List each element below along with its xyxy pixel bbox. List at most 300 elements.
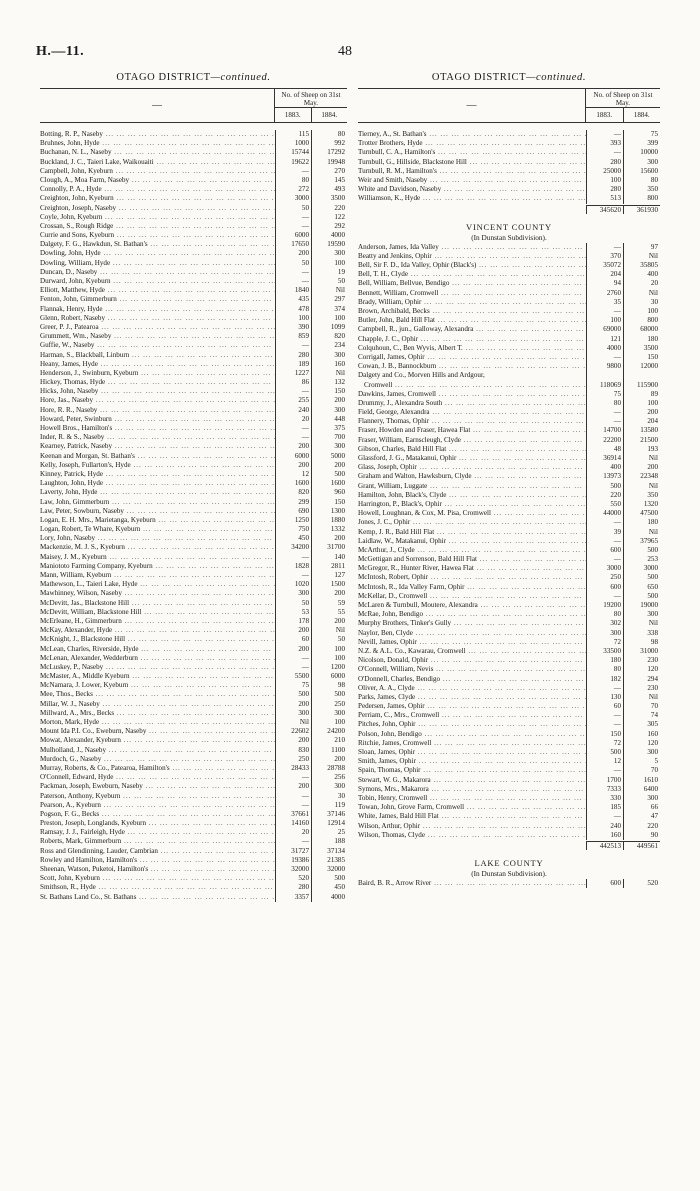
sheep-1883: 75 (275, 681, 311, 690)
owner-name: Keenan and Morgan, St. Bathan's ... . (40, 452, 275, 461)
table-row (40, 690, 347, 699)
table-row (40, 148, 347, 157)
owner-name: Sheenan, Watson, Puketoi, Hamilton's ... . (40, 865, 275, 874)
owner-name: McRae, John, Bendigo ... . (358, 610, 586, 619)
sheep-1883: 185 (586, 803, 623, 812)
sheep-1883: 302 (586, 619, 623, 628)
owner-name: Mowat, Alexander, Kyeburn ... . (40, 736, 275, 745)
sheep-1883: 94 (586, 279, 623, 288)
sheep-1883: 14160 (275, 819, 311, 828)
table-row (40, 543, 347, 552)
owner-name: McKellar, D., Cromwell ... . (358, 592, 586, 601)
sheep-1884: 100 (311, 259, 347, 268)
sheep-1883: 4000 (586, 344, 623, 353)
owner-name: Creighton, John, Kyeburn ... . (40, 194, 275, 203)
table-row (358, 757, 660, 766)
owner-name: O'Connell, William, Nevis ... . (358, 665, 586, 674)
table-row (40, 828, 347, 837)
table-header (358, 88, 660, 123)
table-row (358, 656, 660, 665)
owner-name: Murdoch, G., Naseby ... . (40, 755, 275, 764)
sheep-1884: 448 (311, 415, 347, 424)
sheep-1884: 122 (311, 213, 347, 222)
table-row (40, 442, 347, 451)
sheep-1883: 118069 (586, 381, 623, 390)
sheep-1883: 1600 (275, 479, 311, 488)
sheep-1883: 32000 (275, 865, 311, 874)
sheep-1884: 21500 (623, 436, 660, 445)
table-row (358, 776, 660, 785)
sheep-1884: 300 (623, 794, 660, 803)
table-row (358, 445, 660, 454)
owner-name: Kearney, Patrick, Naseby ... . (40, 442, 275, 451)
table-row (358, 472, 660, 481)
sheep-1883: 17650 (275, 240, 311, 249)
owner-name: Kinney, Patrick, Hyde ... . (40, 470, 275, 479)
table-row (40, 204, 347, 213)
table-row (358, 528, 660, 537)
sheep-1883: 200 (275, 442, 311, 451)
total-1884: 361930 (623, 205, 660, 214)
table-row (358, 417, 660, 426)
owner-name: McDevitt, William, Blackstone Hill ... . (40, 608, 275, 617)
sheep-1883: — (586, 812, 623, 821)
owner-name: Law, John, Gimmerburn ... . (40, 498, 275, 507)
sheep-1883: — (586, 130, 623, 139)
table-row (40, 837, 347, 846)
title-continued: —continued. (210, 72, 271, 83)
sheep-1883: 300 (275, 589, 311, 598)
table-row (358, 546, 660, 555)
owner-name: Dowling, William, Hyde ... . (40, 259, 275, 268)
sheep-1883: — (586, 720, 623, 729)
table-row (40, 360, 347, 369)
table-row (40, 810, 347, 819)
table-row (40, 240, 347, 249)
table-row (40, 231, 347, 240)
owner-name: Kelly, Joseph, Fullarton's, Hyde ... . (40, 461, 275, 470)
table-row (40, 461, 347, 470)
owner-name: Bennett, William, Cromwell ... . (358, 289, 586, 298)
table-row (358, 362, 660, 371)
owner-name: Harman, S., Blackball, Linburn ... . (40, 351, 275, 360)
sheep-1884: 20 (623, 279, 660, 288)
sheep-1883: 600 (586, 546, 623, 555)
table-row (40, 286, 347, 295)
table-row (358, 307, 660, 316)
sheep-1883: — (275, 277, 311, 286)
sheep-1884: 120 (623, 739, 660, 748)
owner-name: Howell, Loughnan, & Cox, M. Pisa, Cromwell ... . (358, 509, 586, 518)
sheep-1884: 150 (623, 353, 660, 362)
sheep-1884: Nil (623, 482, 660, 491)
sheep-1884: 3500 (311, 194, 347, 203)
owner-name: Buckland, J. C., Taieri Lake, Waikouaiti ... . (40, 158, 275, 167)
owner-name: Laidlaw, W., Matakanui, Ophir ... . (358, 537, 586, 546)
table-row (358, 879, 660, 888)
sheep-1884: Nil (623, 693, 660, 702)
sheep-1884: 230 (623, 684, 660, 693)
table-row (358, 130, 660, 139)
owner-name: Logan, Robert, Te Whare, Kyeburn ... . (40, 525, 275, 534)
sheep-1884: 127 (311, 571, 347, 580)
owner-name: Perriam, C., Mrs., Cromwell ... . (358, 711, 586, 720)
owner-name: Scott, John, Kyeburn ... . (40, 874, 275, 883)
sheep-1883: 3357 (275, 893, 311, 902)
sheep-1883: — (275, 213, 311, 222)
owner-name: Williamson, K., Hyde ... . (358, 194, 586, 203)
sheep-1884: 300 (623, 158, 660, 167)
owner-name: Currie and Sons, Kyeburn ... . (40, 231, 275, 240)
sheep-1883: 121 (586, 335, 623, 344)
table-row (40, 424, 347, 433)
owner-name: Durward, John, Kyeburn ... . (40, 277, 275, 286)
sheep-1884: 200 (311, 589, 347, 598)
sheep-1883: 300 (586, 629, 623, 638)
sheep-1883: 2760 (586, 289, 623, 298)
table-row (358, 289, 660, 298)
right-table-body (358, 130, 660, 888)
table-row (40, 387, 347, 396)
table-row (358, 564, 660, 573)
sheep-1884: 500 (311, 690, 347, 699)
owner-name: Duncan, D., Naseby ... . (40, 268, 275, 277)
sheep-1884: 300 (311, 406, 347, 415)
sheep-1884: 305 (623, 720, 660, 729)
lake-subdivision: (In Dunstan Subdivision). (471, 869, 547, 879)
table-row (40, 571, 347, 580)
sheep-1883: 9800 (586, 362, 623, 371)
sheep-1884: 89 (623, 390, 660, 399)
table-row (40, 819, 347, 828)
sheep-1883: 400 (586, 463, 623, 472)
sheep-1883: 220 (586, 491, 623, 500)
table-row (40, 452, 347, 461)
sheep-1883: 500 (586, 482, 623, 491)
sheep-1883: 75 (586, 390, 623, 399)
table-row (40, 635, 347, 644)
table-row (358, 601, 660, 610)
total-1883: 345620 (586, 205, 623, 214)
sheep-1884: 4000 (311, 231, 347, 240)
owner-name: Ross and Glendinning, Lauder, Cambrian ... . (40, 847, 275, 856)
table-row (358, 592, 660, 601)
sheep-1884: 90 (623, 831, 660, 840)
sheep-1883: 12 (586, 757, 623, 766)
sheep-1884: 220 (311, 204, 347, 213)
owner-name: McGettigan and Sorrenson, Bald Hill Flat ... . (358, 555, 586, 564)
sheep-1883: 69000 (586, 325, 623, 334)
table-row (358, 148, 660, 157)
sheep-1883: 180 (586, 656, 623, 665)
sheep-1884: 19590 (311, 240, 347, 249)
table-row (40, 479, 347, 488)
sheep-1883: 60 (586, 702, 623, 711)
table-row (358, 381, 660, 390)
sheep-1884: 450 (311, 883, 347, 892)
table-row (358, 298, 660, 307)
sheep-1884: 3000 (623, 564, 660, 573)
sheep-1883: 100 (586, 176, 623, 185)
owner-name: Mount Ida P.I. Co., Eweburn, Naseby ... . (40, 727, 275, 736)
sheep-1884: 1610 (623, 776, 660, 785)
owner-name: Hicks, John, Naseby ... . (40, 387, 275, 396)
sheep-1883: 178 (275, 617, 311, 626)
sheep-1884: 210 (311, 736, 347, 745)
owner-name: Baird, B. R., Arrow River ... . (358, 879, 586, 888)
owner-name: Campbell, R., jun., Galloway, Alexandra ... . (358, 325, 586, 334)
sheep-1884: 15600 (623, 167, 660, 176)
owner-name: Hickey, Thomas, Hyde ... . (40, 378, 275, 387)
table-row (358, 583, 660, 592)
table-row (40, 470, 347, 479)
sheep-1883: 478 (275, 305, 311, 314)
owner-name: McErleane, H., Gimmerburn ... . (40, 617, 275, 626)
sheep-1884: 800 (623, 194, 660, 203)
sheep-1883: 240 (586, 822, 623, 831)
sheep-1883: 12 (275, 470, 311, 479)
table-row (40, 139, 347, 148)
table-row (40, 396, 347, 405)
sheep-1884: Nil (311, 286, 347, 295)
table-header (40, 88, 347, 123)
sheep-1884: 700 (311, 433, 347, 442)
sheep-1883: 20 (275, 828, 311, 837)
owner-name: Wilson, Thomas, Clyde ... . (358, 831, 586, 840)
table-row (40, 672, 347, 681)
owner-name: Bell, Sir F. D., Ida Valley, Ophir (Black's) ... . (358, 261, 586, 270)
sheep-1883: — (275, 433, 311, 442)
sheep-1884: 375 (311, 424, 347, 433)
owner-name: Jones, J. C., Ophir ... . (358, 518, 586, 527)
title-main: OTAGO DISTRICT (116, 72, 211, 83)
sheep-1884: 59 (311, 599, 347, 608)
sheep-1884: 200 (623, 408, 660, 417)
owner-name: Clough, A., Moa Farm, Naseby ... . (40, 176, 275, 185)
sheep-1884: 100 (623, 399, 660, 408)
sheep-1884: 200 (623, 463, 660, 472)
sheep-1883: 80 (586, 399, 623, 408)
sheep-1884: 800 (623, 316, 660, 325)
sheep-1883: — (586, 417, 623, 426)
sheep-1883: 5500 (275, 672, 311, 681)
table-row (40, 185, 347, 194)
sheep-1884: 115900 (623, 381, 660, 390)
table-row (40, 378, 347, 387)
sheep-1883: 160 (586, 831, 623, 840)
table-row (358, 279, 660, 288)
sheep-1883: 80 (275, 176, 311, 185)
owner-name: Laverty, John, Hyde ... . (40, 488, 275, 497)
sheep-1884: 1300 (311, 507, 347, 516)
sheep-1884: 300 (311, 782, 347, 791)
table-row (40, 249, 347, 258)
table-row (40, 736, 347, 745)
sheep-1883: — (275, 341, 311, 350)
table-row (358, 371, 660, 380)
sheep-1884: 32000 (311, 865, 347, 874)
table-row (40, 369, 347, 378)
table-row (358, 739, 660, 748)
sheep-1883: 520 (275, 874, 311, 883)
sheep-1884: 200 (311, 534, 347, 543)
sheep-1883: 200 (275, 645, 311, 654)
table-row (40, 792, 347, 801)
sheep-1884: 47500 (623, 509, 660, 518)
sheep-1884: 30 (623, 298, 660, 307)
sheep-1883: Nil (275, 718, 311, 727)
owner-name: McMaster, A., Middle Kyeburn ... . (40, 672, 275, 681)
sheep-1884: 1200 (311, 663, 347, 672)
sheep-1884: 5000 (311, 452, 347, 461)
owner-name: Kemp, J. R., Bald Hill Flat ... . (358, 528, 586, 537)
sheep-1884: 13580 (623, 426, 660, 435)
owner-name: Dalgety and Co., Morven Hills and Ardgour, (358, 371, 485, 380)
table-row (40, 167, 347, 176)
owner-name: Grant, William, Luggate ... . (358, 482, 586, 491)
sheep-1883: 72 (586, 638, 623, 647)
sheep-1883: 50 (275, 204, 311, 213)
table-row (40, 746, 347, 755)
sheep-1883: 22602 (275, 727, 311, 736)
sheep-1884: 145 (311, 176, 347, 185)
owner-name: Grummett, Wm., Naseby ... . (40, 332, 275, 341)
owner-name: Mawhinney, Wilson, Naseby ... . (40, 589, 275, 598)
table-row (358, 194, 660, 203)
table-row (358, 711, 660, 720)
sheep-1883: 3000 (275, 194, 311, 203)
sheep-1883: — (586, 307, 623, 316)
owner-name: Oliver, A. A., Clyde ... . (358, 684, 586, 693)
sheep-1883: 600 (586, 879, 623, 888)
sheep-1884: 300 (623, 748, 660, 757)
sheep-1884: 24200 (311, 727, 347, 736)
sheep-1883: 550 (586, 500, 623, 509)
owner-name: Chapple, J. C., Ophir ... . (358, 335, 586, 344)
table-row (358, 610, 660, 619)
sheep-1883: 22200 (586, 436, 623, 445)
sheep-1884: 50 (311, 277, 347, 286)
owner-name: Towan, John, Grove Farm, Cromwell ... . (358, 803, 586, 812)
owner-name: Botting, R. P., Naseby ... . (40, 130, 275, 139)
sheep-1883: — (275, 663, 311, 672)
owner-name: Spain, Thomas, Ophir ... . (358, 766, 586, 775)
lake-county-heading: LAKE COUNTY (474, 858, 544, 869)
owner-name: Bell, William, Bellvue, Bendigo ... . (358, 279, 586, 288)
right-column (358, 72, 660, 888)
owner-name: Beatty and Jenkins, Ophir ... . (358, 252, 586, 261)
sheep-1884: 100 (311, 654, 347, 663)
table-row (40, 856, 347, 865)
sheep-1883: — (275, 553, 311, 562)
sheep-1883: 435 (275, 295, 311, 304)
district-total-row (358, 205, 660, 214)
sheep-1884: 294 (623, 675, 660, 684)
sheep-1884: 300 (311, 351, 347, 360)
owner-name: Harrington, P., Black's, Ophir ... . (358, 500, 586, 509)
owner-name: Murphy Brothers, Tinker's Gully ... . (358, 619, 586, 628)
sheep-1884: 297 (311, 295, 347, 304)
owner-name: Gibson, Charles, Bald Hill Flat ... . (358, 445, 586, 454)
year-1883-header: 1883. (596, 111, 613, 119)
sheep-1883: — (275, 268, 311, 277)
sheep-1884: Nil (311, 626, 347, 635)
sheep-1883: 1227 (275, 369, 311, 378)
left-table-body (40, 130, 347, 902)
sheep-1883: 80 (586, 665, 623, 674)
table-row (358, 426, 660, 435)
table-row (40, 194, 347, 203)
table-row (358, 831, 660, 840)
sheep-1883: — (275, 424, 311, 433)
sheep-1883: 255 (275, 396, 311, 405)
sheep-1884: 75 (623, 130, 660, 139)
left-column (40, 72, 347, 902)
owner-name: Mackenzie, M. J. S., Kyeburn ... . (40, 543, 275, 552)
table-row (40, 626, 347, 635)
table-row (358, 390, 660, 399)
owner-name: Lory, John, Naseby ... . (40, 534, 275, 543)
table-row (358, 353, 660, 362)
sheep-1883: 25000 (586, 167, 623, 176)
sheep-1883: — (275, 801, 311, 810)
owner-name: Henderson, J., Swinburn, Kyeburn ... . (40, 369, 275, 378)
owner-name: Rowley and Hamilton, Hamilton's ... . (40, 856, 275, 865)
sheep-1884: 200 (311, 461, 347, 470)
owner-name: Buchanan, N. L., Naseby ... . (40, 148, 275, 157)
sheep-1883: — (275, 773, 311, 782)
sheep-1883: 7333 (586, 785, 623, 794)
table-row (358, 684, 660, 693)
table-row (40, 589, 347, 598)
table-row (358, 675, 660, 684)
table-row (40, 406, 347, 415)
sheep-1883: 280 (275, 351, 311, 360)
title-main: OTAGO DISTRICT (431, 72, 527, 83)
sheep-1884: 250 (311, 700, 347, 709)
sheep-1883: 37661 (275, 810, 311, 819)
sheep-1884: 4000 (311, 893, 347, 902)
sheep-1883: 272 (275, 185, 311, 194)
owner-name: Hore, R. R., Naseby ... . (40, 406, 275, 415)
owner-name: O'Donnell, Charles, Bendigo ... . (358, 675, 586, 684)
owner-name: Mee, Thos., Becks ... . (40, 690, 275, 699)
table-row (40, 663, 347, 672)
owner-name: Packman, Joseph, Eweburn, Naseby ... . (40, 782, 275, 791)
sheep-1884: 500 (623, 546, 660, 555)
year-1883-header: 1883. (284, 111, 301, 119)
sheep-1883: 1700 (586, 776, 623, 785)
sheep-1884: 35805 (623, 261, 660, 270)
sheep-1883: — (275, 167, 311, 176)
sheep-1883: 19386 (275, 856, 311, 865)
sheep-1883: 1000 (275, 139, 311, 148)
table-row (358, 399, 660, 408)
year-1884-header: 1884. (311, 108, 348, 122)
page-number: 48 (338, 44, 352, 59)
owner-name: O'Connell, Edward, Hyde ... . (40, 773, 275, 782)
table-row (358, 335, 660, 344)
vincent-subdivision: (In Dunstan Subdivision). (471, 232, 547, 242)
table-row (358, 509, 660, 518)
table-row (40, 277, 347, 286)
sheep-1883: — (586, 537, 623, 546)
owner-name: Cromwell ... . (358, 381, 586, 390)
owner-name: Flannery, Thomas, Ophir ... . (358, 417, 586, 426)
sheep-1883: 100 (275, 314, 311, 323)
table-row (40, 718, 347, 727)
table-row (40, 617, 347, 626)
